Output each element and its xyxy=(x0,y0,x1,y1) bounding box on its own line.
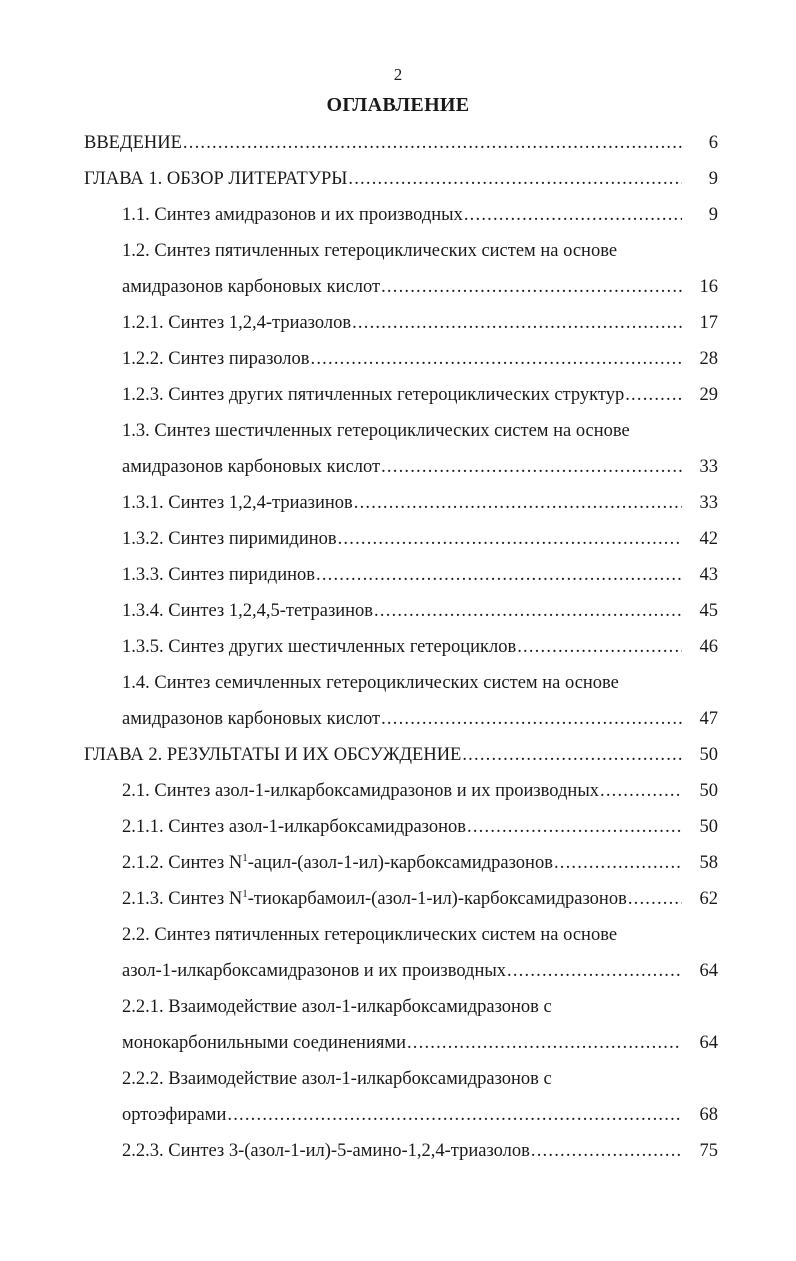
leader-dots xyxy=(381,455,682,479)
toc-entry-page: 64 xyxy=(699,961,718,981)
toc-entry-page: 9 xyxy=(708,205,718,225)
toc-entry-introduction xyxy=(84,131,718,155)
toc-entry-text: 1.1. Синтез амидразонов и их производных xyxy=(122,205,463,225)
toc-entry-2-1 xyxy=(122,779,718,803)
leader-dots xyxy=(354,491,682,515)
leader-dots xyxy=(464,203,682,227)
toc-entry-1-4 xyxy=(122,707,718,731)
toc-entry-text: 2.2.3. Синтез 3-(азол-1-ил)-5-амино-1,2,4-триазолов xyxy=(122,1141,530,1161)
toc-entry-text: амидразонов карбоновых кислот xyxy=(122,277,381,297)
toc-entry-2-2-1 xyxy=(122,1031,718,1055)
toc-entry-1-2-1 xyxy=(122,311,718,335)
leader-dots xyxy=(381,275,682,299)
toc-entry-text: 2.1. Синтез азол-1-илкарбоксамидразонов и их производных xyxy=(122,781,599,801)
page-number: 2 xyxy=(393,65,403,84)
toc-entry-page: 50 xyxy=(699,817,718,837)
leader-dots xyxy=(531,1139,682,1163)
toc-entry-text xyxy=(122,887,627,911)
leader-dots xyxy=(507,959,682,983)
toc-entry-1-3-1 xyxy=(122,491,718,515)
toc-entry-chapter-2 xyxy=(84,743,718,767)
leader-dots xyxy=(625,383,682,407)
toc-entry-page: 17 xyxy=(699,313,718,333)
toc-entry-2-1-3 xyxy=(122,887,718,911)
toc-entry-1-4-line-1: 1.4. Синтез семичленных гетероциклических систем на основе xyxy=(122,673,619,693)
toc-entry-text: ортоэфирами xyxy=(122,1105,227,1125)
toc-entry-page: 62 xyxy=(699,889,718,909)
toc-entry-1-3-2 xyxy=(122,527,718,551)
superscript: 1 xyxy=(242,887,248,900)
leader-dots xyxy=(381,707,682,731)
toc-entry-text: 2.1.1. Синтез азол-1-илкарбоксамидразонов xyxy=(122,817,467,837)
toc-entry-text: 1.2.3. Синтез других пятичленных гетероциклических структур xyxy=(122,385,625,405)
toc-entry-2-2-line-1: 2.2. Синтез пятичленных гетероциклических систем на основе xyxy=(122,925,618,945)
toc-entry-page: 33 xyxy=(699,493,718,513)
leader-dots xyxy=(462,743,682,767)
toc-entry-page: 68 xyxy=(699,1105,718,1125)
toc-entry-text: 1.3.3. Синтез пиридинов xyxy=(122,565,315,585)
toc-entry-text: ГЛАВА 1. ОБЗОР ЛИТЕРАТУРЫ xyxy=(84,169,348,189)
leader-dots xyxy=(628,887,682,911)
toc-entry-text: 1.2.1. Синтез 1,2,4-триазолов xyxy=(122,313,352,333)
toc-entry-1-2-3 xyxy=(122,383,718,407)
toc-entry-text-part: 2.1.3. Синтез N xyxy=(122,889,243,909)
toc-entry-text xyxy=(122,851,553,875)
toc-entry-1-3 xyxy=(122,455,718,479)
toc-entry-text: монокарбонильными соединениями xyxy=(122,1033,406,1053)
toc-entry-2-2-3 xyxy=(122,1139,718,1163)
leader-dots xyxy=(374,599,682,623)
leader-dots xyxy=(316,563,682,587)
toc-entry-1-3-4 xyxy=(122,599,718,623)
toc-entry-page: 46 xyxy=(699,637,718,657)
toc-entry-page: 45 xyxy=(699,601,718,621)
toc-entry-page: 58 xyxy=(699,853,718,873)
toc-entry-text: амидразонов карбоновых кислот xyxy=(122,457,381,477)
toc-entry-1-2-line-1: 1.2. Синтез пятичленных гетероциклических систем на основе xyxy=(122,241,618,261)
toc-entry-text: 1.3.4. Синтез 1,2,4,5-тетразинов xyxy=(122,601,374,621)
toc-entry-2-2-1-line-1: 2.2.1. Взаимодействие азол-1-илкарбоксамидразонов с xyxy=(122,997,552,1017)
leader-dots xyxy=(352,311,682,335)
toc-entry-chapter-1 xyxy=(84,167,718,191)
toc-entry-1-2 xyxy=(122,275,718,299)
toc-entry-page: 28 xyxy=(699,349,718,369)
leader-dots xyxy=(311,347,682,371)
toc-entry-page: 43 xyxy=(699,565,718,585)
toc-entry-page: 64 xyxy=(699,1033,718,1053)
toc-entry-2-2-2-line-1: 2.2.2. Взаимодействие азол-1-илкарбоксамидразонов с xyxy=(122,1069,552,1089)
toc-entry-text: азол-1-илкарбоксамидразонов и их производных xyxy=(122,961,507,981)
toc-entry-page: 16 xyxy=(699,277,718,297)
leader-dots xyxy=(348,167,682,191)
toc-entry-text: ВВЕДЕНИЕ xyxy=(84,133,182,153)
toc-entry-page: 75 xyxy=(699,1141,718,1161)
toc-entry-text-part: -тиокарбамоил-(азол-1-ил)-карбоксамидразонов xyxy=(247,889,627,909)
leader-dots xyxy=(183,131,682,155)
leader-dots xyxy=(467,815,682,839)
toc-entry-2-2 xyxy=(122,959,718,983)
superscript: 1 xyxy=(242,851,248,864)
toc-entry-page: 6 xyxy=(708,133,718,153)
toc-entry-page: 50 xyxy=(699,745,718,765)
page-title: ОГЛАВЛЕНИЕ xyxy=(326,94,470,116)
toc-entry-page: 33 xyxy=(699,457,718,477)
toc-entry-text: 1.3.5. Синтез других шестичленных гетероциклов xyxy=(122,637,517,657)
toc-entry-1-3-line-1: 1.3. Синтез шестичленных гетероциклических систем на основе xyxy=(122,421,630,441)
toc-entry-page: 47 xyxy=(699,709,718,729)
toc-entry-1-3-5 xyxy=(122,635,718,659)
toc-entry-page: 42 xyxy=(699,529,718,549)
leader-dots xyxy=(517,635,682,659)
toc-entry-2-1-1 xyxy=(122,815,718,839)
toc-entry-page: 9 xyxy=(708,169,718,189)
toc-entry-text-part: -ацил-(азол-1-ил)-карбоксамидразонов xyxy=(247,853,553,873)
leader-dots xyxy=(407,1031,682,1055)
toc-entry-page: 29 xyxy=(699,385,718,405)
leader-dots xyxy=(227,1103,682,1127)
toc-entry-page: 50 xyxy=(699,781,718,801)
toc-entry-text: 1.3.1. Синтез 1,2,4-триазинов xyxy=(122,493,353,513)
leader-dots xyxy=(338,527,682,551)
toc-entry-text-part: 2.1.2. Синтез N xyxy=(122,853,243,873)
leader-dots xyxy=(600,779,682,803)
toc-entry-2-2-2 xyxy=(122,1103,718,1127)
leader-dots xyxy=(554,851,682,875)
toc-entry-1-1 xyxy=(122,203,718,227)
toc-entry-1-3-3 xyxy=(122,563,718,587)
toc-entry-1-2-2 xyxy=(122,347,718,371)
toc-entry-text: 1.2.2. Синтез пиразолов xyxy=(122,349,310,369)
toc-entry-text: ГЛАВА 2. РЕЗУЛЬТАТЫ И ИХ ОБСУЖДЕНИЕ xyxy=(84,745,462,765)
toc-entry-text: амидразонов карбоновых кислот xyxy=(122,709,381,729)
toc-entry-text: 1.3.2. Синтез пиримидинов xyxy=(122,529,337,549)
toc-entry-2-1-2 xyxy=(122,851,718,875)
